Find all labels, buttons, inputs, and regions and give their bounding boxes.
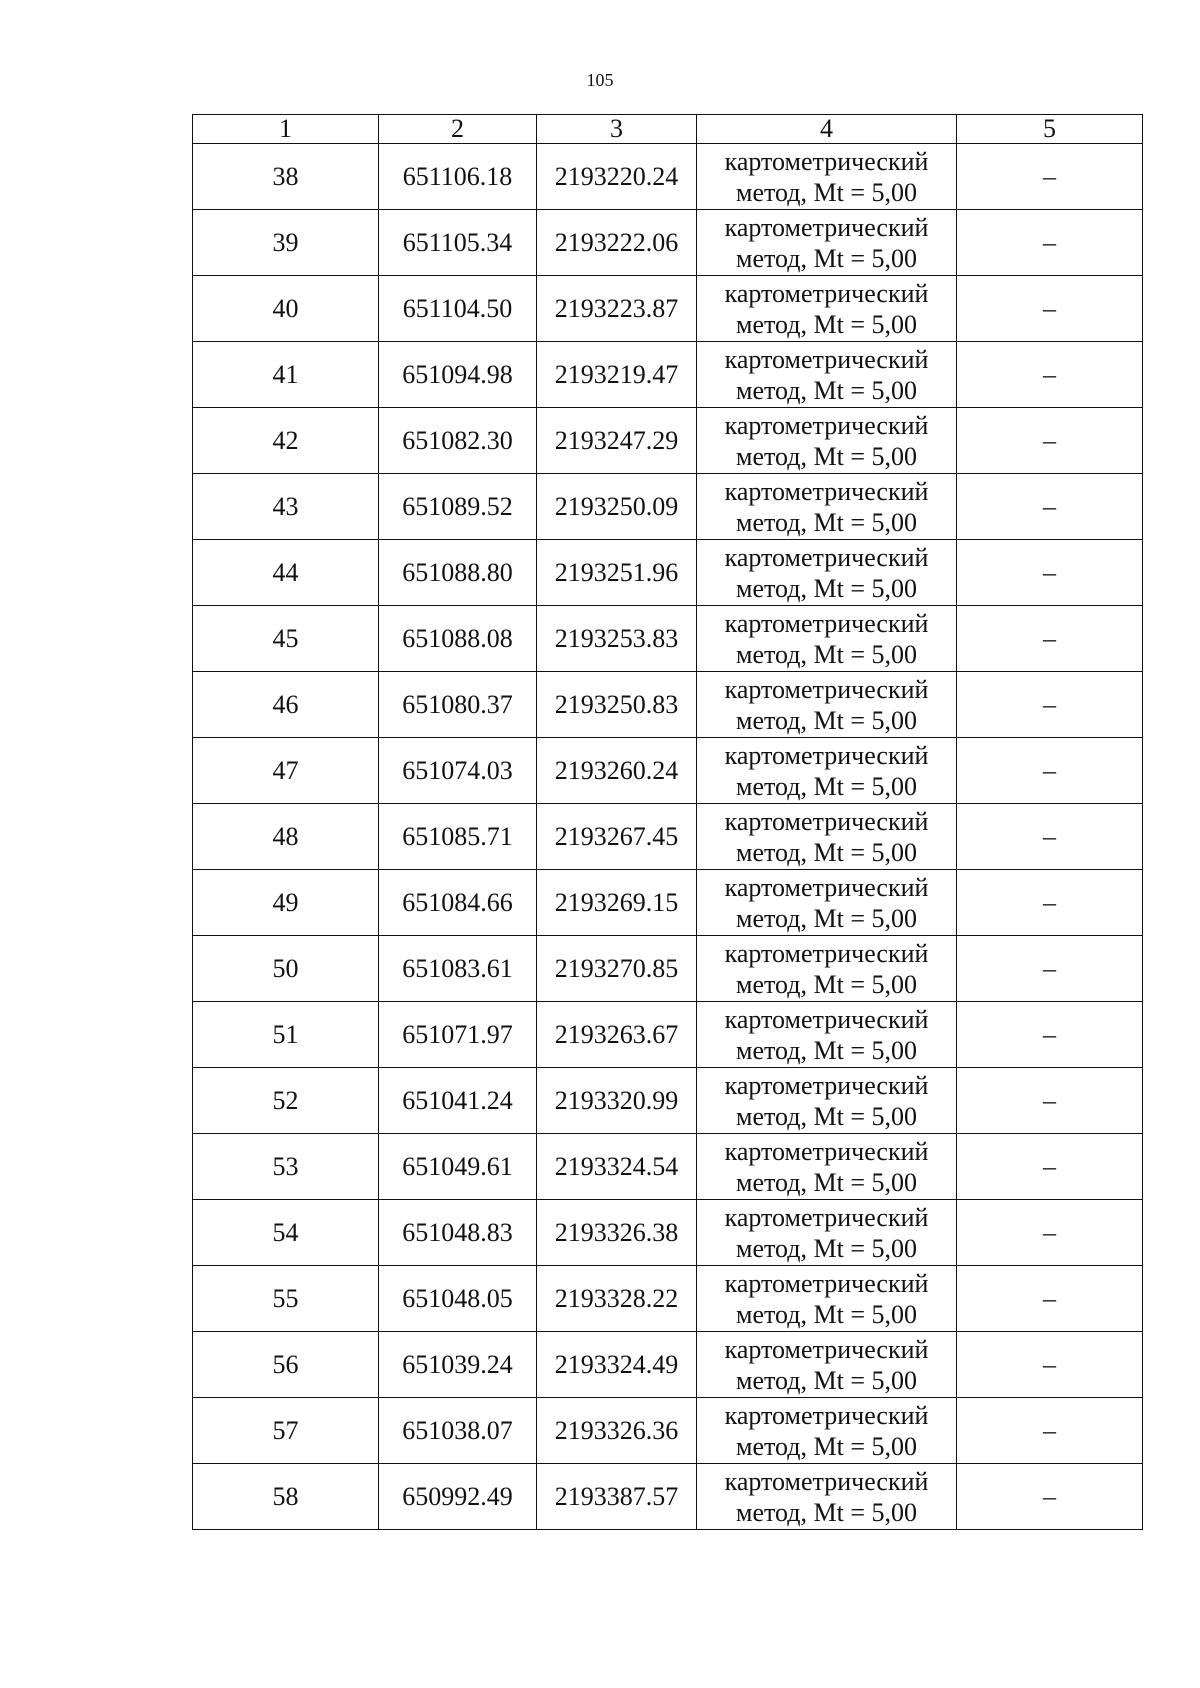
method-cell xyxy=(697,1200,957,1266)
y-coordinate-cell: 2193253.83 xyxy=(537,606,697,672)
y-coordinate-cell: 2193260.24 xyxy=(537,738,697,804)
x-coordinate-cell: 651048.05 xyxy=(379,1266,537,1332)
x-coordinate-cell: 651074.03 xyxy=(379,738,537,804)
method-line-1: картометрический xyxy=(724,740,929,770)
point-number-cell: 53 xyxy=(193,1134,379,1200)
table-row xyxy=(193,540,1143,606)
method-cell xyxy=(697,1134,957,1200)
point-number-cell: 39 xyxy=(193,210,379,276)
y-coordinate-cell: 2193269.15 xyxy=(537,870,697,936)
method-line-1: картометрический xyxy=(724,938,929,968)
point-number-cell: 49 xyxy=(193,870,379,936)
note-cell: – xyxy=(957,1200,1143,1266)
note-cell: – xyxy=(957,1464,1143,1530)
point-number-cell: 50 xyxy=(193,936,379,1002)
y-coordinate-cell: 2193250.83 xyxy=(537,672,697,738)
point-number-cell: 45 xyxy=(193,606,379,672)
method-cell xyxy=(697,474,957,540)
table-row xyxy=(193,1200,1143,1266)
table-row xyxy=(193,1134,1143,1200)
method-line-1: картометрический xyxy=(724,674,929,704)
note-cell: – xyxy=(957,936,1143,1002)
method-cell xyxy=(697,1266,957,1332)
method-line-1: картометрический xyxy=(724,476,929,506)
note-cell: – xyxy=(957,276,1143,342)
y-coordinate-cell: 2193222.06 xyxy=(537,210,697,276)
y-coordinate-cell: 2193320.99 xyxy=(537,1068,697,1134)
x-coordinate-cell: 651104.50 xyxy=(379,276,537,342)
table-row xyxy=(193,804,1143,870)
point-number-cell: 40 xyxy=(193,276,379,342)
coordinates-table xyxy=(192,114,1143,1530)
x-coordinate-cell: 651049.61 xyxy=(379,1134,537,1200)
note-cell: – xyxy=(957,540,1143,606)
header-cell-3: 3 xyxy=(537,115,697,144)
note-cell: – xyxy=(957,1266,1143,1332)
table-row xyxy=(193,1266,1143,1332)
table-row xyxy=(193,474,1143,540)
header-cell-2: 2 xyxy=(379,115,537,144)
method-cell xyxy=(697,210,957,276)
method-line-2: метод, Mt = 5,00 xyxy=(736,771,917,801)
note-cell: – xyxy=(957,474,1143,540)
note-cell: – xyxy=(957,1134,1143,1200)
point-number-cell: 41 xyxy=(193,342,379,408)
point-number-cell: 56 xyxy=(193,1332,379,1398)
table-header-row xyxy=(193,115,1143,144)
table-row xyxy=(193,144,1143,210)
point-number-cell: 42 xyxy=(193,408,379,474)
point-number-cell: 47 xyxy=(193,738,379,804)
table-row xyxy=(193,210,1143,276)
note-cell: – xyxy=(957,738,1143,804)
method-line-2: метод, Mt = 5,00 xyxy=(736,1101,917,1131)
table-row xyxy=(193,1002,1143,1068)
y-coordinate-cell: 2193267.45 xyxy=(537,804,697,870)
header-cell-4: 4 xyxy=(697,115,957,144)
method-cell xyxy=(697,144,957,210)
x-coordinate-cell: 651088.08 xyxy=(379,606,537,672)
y-coordinate-cell: 2193251.96 xyxy=(537,540,697,606)
table-row xyxy=(193,1398,1143,1464)
note-cell: – xyxy=(957,870,1143,936)
method-cell xyxy=(697,870,957,936)
method-line-2: метод, Mt = 5,00 xyxy=(736,705,917,735)
method-line-2: метод, Mt = 5,00 xyxy=(736,1497,917,1527)
method-cell xyxy=(697,540,957,606)
note-cell: – xyxy=(957,1398,1143,1464)
method-line-1: картометрический xyxy=(724,410,929,440)
method-line-2: метод, Mt = 5,00 xyxy=(736,177,917,207)
method-line-1: картометрический xyxy=(724,212,929,242)
x-coordinate-cell: 651088.80 xyxy=(379,540,537,606)
x-coordinate-cell: 651080.37 xyxy=(379,672,537,738)
table-body xyxy=(193,115,1143,1530)
x-coordinate-cell: 650992.49 xyxy=(379,1464,537,1530)
method-cell xyxy=(697,1068,957,1134)
table-row xyxy=(193,1068,1143,1134)
table-row xyxy=(193,672,1143,738)
table-row xyxy=(193,342,1143,408)
method-line-1: картометрический xyxy=(724,146,929,176)
point-number-cell: 55 xyxy=(193,1266,379,1332)
method-line-1: картометрический xyxy=(724,1334,929,1364)
table-row xyxy=(193,408,1143,474)
note-cell: – xyxy=(957,1332,1143,1398)
method-cell xyxy=(697,408,957,474)
method-cell xyxy=(697,804,957,870)
note-cell: – xyxy=(957,672,1143,738)
method-line-1: картометрический xyxy=(724,344,929,374)
method-cell xyxy=(697,936,957,1002)
method-line-1: картометрический xyxy=(724,1202,929,1232)
method-line-2: метод, Mt = 5,00 xyxy=(736,837,917,867)
y-coordinate-cell: 2193328.22 xyxy=(537,1266,697,1332)
x-coordinate-cell: 651084.66 xyxy=(379,870,537,936)
point-number-cell: 54 xyxy=(193,1200,379,1266)
method-line-2: метод, Mt = 5,00 xyxy=(736,507,917,537)
point-number-cell: 58 xyxy=(193,1464,379,1530)
x-coordinate-cell: 651082.30 xyxy=(379,408,537,474)
x-coordinate-cell: 651085.71 xyxy=(379,804,537,870)
method-line-2: метод, Mt = 5,00 xyxy=(736,639,917,669)
note-cell: – xyxy=(957,606,1143,672)
method-line-1: картометрический xyxy=(724,1466,929,1496)
header-cell-5: 5 xyxy=(957,115,1143,144)
method-cell xyxy=(697,738,957,804)
y-coordinate-cell: 2193223.87 xyxy=(537,276,697,342)
note-cell: – xyxy=(957,210,1143,276)
method-line-2: метод, Mt = 5,00 xyxy=(736,441,917,471)
point-number-cell: 43 xyxy=(193,474,379,540)
table-row xyxy=(193,936,1143,1002)
note-cell: – xyxy=(957,1068,1143,1134)
table-row xyxy=(193,276,1143,342)
note-cell: – xyxy=(957,342,1143,408)
x-coordinate-cell: 651048.83 xyxy=(379,1200,537,1266)
method-cell xyxy=(697,1464,957,1530)
method-cell xyxy=(697,276,957,342)
y-coordinate-cell: 2193263.67 xyxy=(537,1002,697,1068)
method-cell xyxy=(697,1002,957,1068)
point-number-cell: 48 xyxy=(193,804,379,870)
method-line-2: метод, Mt = 5,00 xyxy=(736,969,917,999)
note-cell: – xyxy=(957,408,1143,474)
method-line-2: метод, Mt = 5,00 xyxy=(736,573,917,603)
y-coordinate-cell: 2193326.36 xyxy=(537,1398,697,1464)
x-coordinate-cell: 651105.34 xyxy=(379,210,537,276)
x-coordinate-cell: 651039.24 xyxy=(379,1332,537,1398)
method-line-2: метод, Mt = 5,00 xyxy=(736,903,917,933)
method-line-1: картометрический xyxy=(724,872,929,902)
x-coordinate-cell: 651083.61 xyxy=(379,936,537,1002)
method-line-1: картометрический xyxy=(724,1070,929,1100)
table-row xyxy=(193,738,1143,804)
method-line-1: картометрический xyxy=(724,1004,929,1034)
y-coordinate-cell: 2193219.47 xyxy=(537,342,697,408)
note-cell: – xyxy=(957,1002,1143,1068)
table-row xyxy=(193,1464,1143,1530)
method-line-1: картометрический xyxy=(724,806,929,836)
method-cell xyxy=(697,1332,957,1398)
method-line-1: картометрический xyxy=(724,1136,929,1166)
y-coordinate-cell: 2193324.54 xyxy=(537,1134,697,1200)
method-line-1: картометрический xyxy=(724,1400,929,1430)
method-line-2: метод, Mt = 5,00 xyxy=(736,1167,917,1197)
method-line-2: метод, Mt = 5,00 xyxy=(736,1431,917,1461)
x-coordinate-cell: 651041.24 xyxy=(379,1068,537,1134)
method-cell xyxy=(697,606,957,672)
table-row xyxy=(193,606,1143,672)
y-coordinate-cell: 2193387.57 xyxy=(537,1464,697,1530)
method-line-2: метод, Mt = 5,00 xyxy=(736,309,917,339)
method-line-1: картометрический xyxy=(724,608,929,638)
method-line-2: метод, Mt = 5,00 xyxy=(736,1299,917,1329)
point-number-cell: 52 xyxy=(193,1068,379,1134)
table-row xyxy=(193,1332,1143,1398)
x-coordinate-cell: 651094.98 xyxy=(379,342,537,408)
header-cell-1: 1 xyxy=(193,115,379,144)
method-cell xyxy=(697,1398,957,1464)
method-line-2: метод, Mt = 5,00 xyxy=(736,1233,917,1263)
x-coordinate-cell: 651089.52 xyxy=(379,474,537,540)
x-coordinate-cell: 651038.07 xyxy=(379,1398,537,1464)
x-coordinate-cell: 651106.18 xyxy=(379,144,537,210)
page-number: 105 xyxy=(586,70,614,90)
method-cell xyxy=(697,672,957,738)
table-row xyxy=(193,870,1143,936)
point-number-cell: 57 xyxy=(193,1398,379,1464)
note-cell: – xyxy=(957,804,1143,870)
method-line-2: метод, Mt = 5,00 xyxy=(736,1035,917,1065)
x-coordinate-cell: 651071.97 xyxy=(379,1002,537,1068)
y-coordinate-cell: 2193250.09 xyxy=(537,474,697,540)
y-coordinate-cell: 2193270.85 xyxy=(537,936,697,1002)
method-line-1: картометрический xyxy=(724,278,929,308)
method-line-1: картометрический xyxy=(724,542,929,572)
method-line-2: метод, Mt = 5,00 xyxy=(736,1365,917,1395)
y-coordinate-cell: 2193324.49 xyxy=(537,1332,697,1398)
method-line-2: метод, Mt = 5,00 xyxy=(736,243,917,273)
y-coordinate-cell: 2193326.38 xyxy=(537,1200,697,1266)
point-number-cell: 46 xyxy=(193,672,379,738)
y-coordinate-cell: 2193247.29 xyxy=(537,408,697,474)
method-cell xyxy=(697,342,957,408)
note-cell: – xyxy=(957,144,1143,210)
y-coordinate-cell: 2193220.24 xyxy=(537,144,697,210)
point-number-cell: 44 xyxy=(193,540,379,606)
point-number-cell: 38 xyxy=(193,144,379,210)
point-number-cell: 51 xyxy=(193,1002,379,1068)
method-line-2: метод, Mt = 5,00 xyxy=(736,375,917,405)
method-line-1: картометрический xyxy=(724,1268,929,1298)
